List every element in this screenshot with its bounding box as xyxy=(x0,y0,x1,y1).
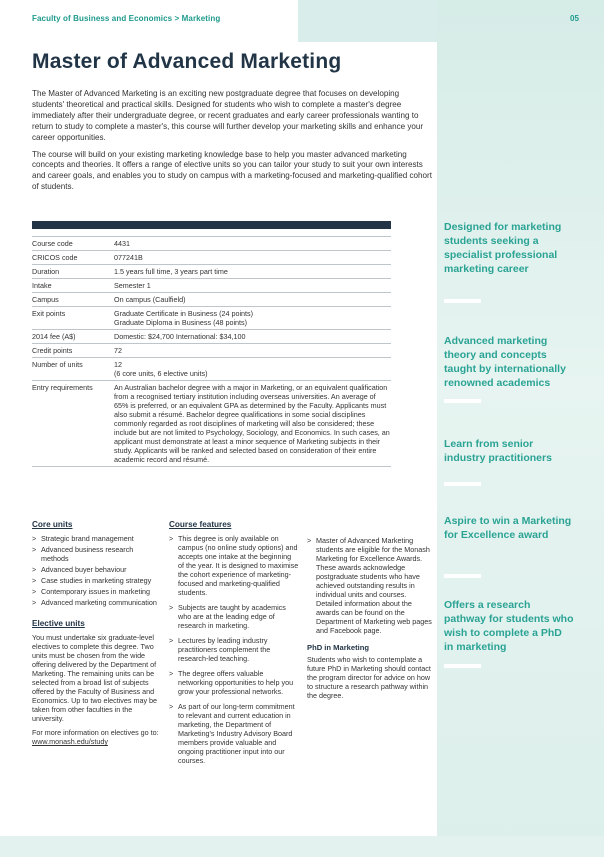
highlight-item: Aspire to win a Marketing for Excellence award xyxy=(444,515,572,541)
fact-value-line: (6 core units, 6 elective units) xyxy=(114,369,208,378)
highlight-item: Designed for marketing students seeking a specialist professional marketing career xyxy=(444,221,562,275)
bullet-chevron-icon: > xyxy=(32,598,37,607)
fact-label: Exit points xyxy=(32,307,114,330)
highlight-divider xyxy=(444,399,481,403)
highlights-panel xyxy=(437,0,604,857)
table-row xyxy=(32,279,391,293)
highlight-item: Offers a research pathway for students who wish to complete a PhD in marketing xyxy=(444,599,574,653)
fact-label: Duration xyxy=(32,265,114,279)
phd-text: Students who wish to contemplate a future PhD in Marketing should contact the program director for advice on how to structure a research pathway within the degree. xyxy=(307,655,431,700)
fact-value-line: 4431 xyxy=(114,239,130,248)
fact-label: Campus xyxy=(32,293,114,307)
fact-value xyxy=(114,344,391,358)
list-item xyxy=(307,536,432,635)
bullet-chevron-icon: > xyxy=(32,534,37,543)
fact-value-line: 1.5 years full time, 3 years part time xyxy=(114,267,228,276)
core-units-list xyxy=(32,534,162,607)
highlight-divider xyxy=(444,299,481,303)
bullet-chevron-icon: > xyxy=(32,576,37,585)
fact-value xyxy=(114,293,391,307)
fact-label: Entry requirements xyxy=(32,381,114,467)
fact-value-line: 12 xyxy=(114,360,122,369)
facts-table-header-bar xyxy=(32,221,391,229)
list-item-text: The degree offers valuable networking opportunities to help you grow your professional networks. xyxy=(178,669,294,696)
fact-value-line: Domestic: $24,700 International: $34,100 xyxy=(114,332,246,341)
fact-value-line: On campus (Caulfield) xyxy=(114,295,186,304)
fact-label: Course code xyxy=(32,237,114,251)
fact-value xyxy=(114,265,391,279)
course-facts-table xyxy=(32,236,391,467)
table-row xyxy=(32,358,391,381)
fact-value-line: Graduate Diploma in Business (48 points) xyxy=(114,318,248,327)
table-row xyxy=(32,293,391,307)
fact-value xyxy=(114,330,391,344)
highlight-divider xyxy=(444,664,481,668)
table-row xyxy=(32,265,391,279)
fact-value xyxy=(114,237,391,251)
bullet-chevron-icon: > xyxy=(169,669,174,678)
list-item xyxy=(32,587,162,596)
list-item xyxy=(32,565,162,574)
course-features-list-continued xyxy=(307,536,432,635)
fact-value-line: Graduate Certificate in Business (24 points) xyxy=(114,309,254,318)
fact-value xyxy=(114,381,391,467)
fact-value-line: 077241B xyxy=(114,253,143,262)
list-item-text: Strategic brand management xyxy=(41,534,134,543)
highlight-divider xyxy=(444,574,481,578)
fact-label: CRICOS code xyxy=(32,251,114,265)
intro-paragraph-1: The Master of Advanced Marketing is an exciting new postgraduate degree that focuses on developing students' theoretical and practical skills. Designed for students who wish to complete a master's degree immediately after their undergraduate degree, or recent graduates and early career professionals wanting to return to study to complete a master's, this course will further develop your marketing skills and enhance your career opportunities. xyxy=(32,89,424,142)
breadcrumb: Faculty of Business and Economics > Marketing xyxy=(32,14,221,23)
highlight-divider xyxy=(444,482,481,486)
fact-label: Intake xyxy=(32,279,114,293)
list-item xyxy=(169,669,299,696)
list-item xyxy=(32,598,162,607)
list-item-text: Subjects are taught by academics who are at the leading edge of research in marketing. xyxy=(178,603,286,630)
fact-label: Number of units xyxy=(32,358,114,381)
fact-value xyxy=(114,307,391,330)
list-item xyxy=(32,534,162,543)
bullet-chevron-icon: > xyxy=(307,536,312,545)
bullet-chevron-icon: > xyxy=(169,636,174,645)
bullet-chevron-icon: > xyxy=(32,565,37,574)
highlight-item: Advanced marketing theory and concepts taught by internationally renowned academics xyxy=(444,335,566,389)
bullet-chevron-icon: > xyxy=(32,587,37,596)
footer-strip xyxy=(0,836,604,857)
table-row xyxy=(32,330,391,344)
table-row xyxy=(32,344,391,358)
elective-more-info xyxy=(32,728,162,746)
course-features-heading: Course features xyxy=(169,520,232,529)
course-features-continued-column xyxy=(307,536,432,705)
table-row xyxy=(32,307,391,330)
bullet-chevron-icon: > xyxy=(169,702,174,711)
list-item xyxy=(169,534,299,597)
core-units-heading: Core units xyxy=(32,520,73,529)
monash-study-link[interactable]: www.monash.edu/study xyxy=(32,737,108,746)
elective-units-text: You must undertake six graduate-level electives to complete this degree. Two units must be chosen from the wide offering delivered by the Department of Marketing. The remaining units can be selected from a broad list of subjects offered by the Faculty of Business and Economics. Up to two electives may be taken from other faculties in the university. xyxy=(32,633,158,723)
list-item-text: This degree is only available on campus (no online study options) and accepts one intake at the beginning of the year. It is designed to maximise the cohort experience of marketing-focused and marketing-qualified students. xyxy=(178,534,299,597)
core-units-column xyxy=(32,520,162,751)
list-item xyxy=(169,636,299,663)
fact-value xyxy=(114,279,391,293)
list-item-text: Master of Advanced Marketing students are eligible for the Monash Marketing for Excellence Awards. These awards acknowledge postgraduate students who have achieved outstanding results in individual units and courses. Detailed information about the awards can be found on the Department of Marketing web pages and Facebook page. xyxy=(316,536,432,635)
fact-value-line: 72 xyxy=(114,346,122,355)
list-item xyxy=(32,545,162,563)
table-row xyxy=(32,381,391,467)
course-features-list xyxy=(169,534,299,765)
fact-label: Credit points xyxy=(32,344,114,358)
list-item-text: Advanced business research methods xyxy=(41,545,134,563)
list-item-text: Lectures by leading industry practitioners complement the research-led teaching. xyxy=(178,636,271,663)
list-item xyxy=(169,702,299,765)
list-item-text: Contemporary issues in marketing xyxy=(41,587,151,596)
fact-value xyxy=(114,251,391,265)
elective-units-heading: Elective units xyxy=(32,619,85,628)
intro-paragraph-2: The course will build on your existing marketing knowledge base to help you master advanced marketing concepts and theories. It offers a range of elective units so you can tailor your study to suit your own interests and career goals, and enables you to study on campus with a marketing-focused and marketing-qualified cohort of students. xyxy=(32,149,432,192)
fact-value-line: An Australian bachelor degree with a major in Marketing, or an equivalent qualification from a recognised tertiary institution including overseas universities. An average of 65% is preferred, or an equivalent GPA as determined by the Faculty. Applicants must also submit a résumé. Bachelor degree qualifications in some social disciplines commonly regarded as root disciplines of marketing will also be considered; these include but are not limited to Psychology, Sociology, and Economics. In such cases, an applicant must demonstrate at least a minor sequence of Marketing subjects in their study. Applicants will be ranked and selected based on consideration of their entire academic record and résumé. xyxy=(114,383,390,464)
list-item-text: Case studies in marketing strategy xyxy=(41,576,152,585)
fact-label: 2014 fee (A$) xyxy=(32,330,114,344)
bullet-chevron-icon: > xyxy=(32,545,37,554)
fact-value xyxy=(114,358,391,381)
table-row xyxy=(32,251,391,265)
bullet-chevron-icon: > xyxy=(169,534,174,543)
phd-heading: PhD in Marketing xyxy=(307,643,370,652)
intro-text xyxy=(32,89,432,193)
table-row xyxy=(32,237,391,251)
bullet-chevron-icon: > xyxy=(169,603,174,612)
list-item-text: Advanced marketing communication xyxy=(41,598,157,607)
course-features-column xyxy=(169,520,299,771)
list-item-text: Advanced buyer behaviour xyxy=(41,565,127,574)
highlight-item: Learn from senior industry practitioners xyxy=(444,438,552,464)
page-title: Master of Advanced Marketing xyxy=(32,50,342,73)
fact-value-line: Semester 1 xyxy=(114,281,151,290)
list-item-text: As part of our long-term commitment to relevant and current education in marketing, the Department of Marketing's Industry Advisory Board members provide valuable and ongoing practitioner input into our courses. xyxy=(178,702,295,765)
list-item xyxy=(169,603,299,630)
page-number: 05 xyxy=(570,14,579,23)
list-item xyxy=(32,576,162,585)
elective-more-info-text: For more information on electives go to: xyxy=(32,728,159,737)
